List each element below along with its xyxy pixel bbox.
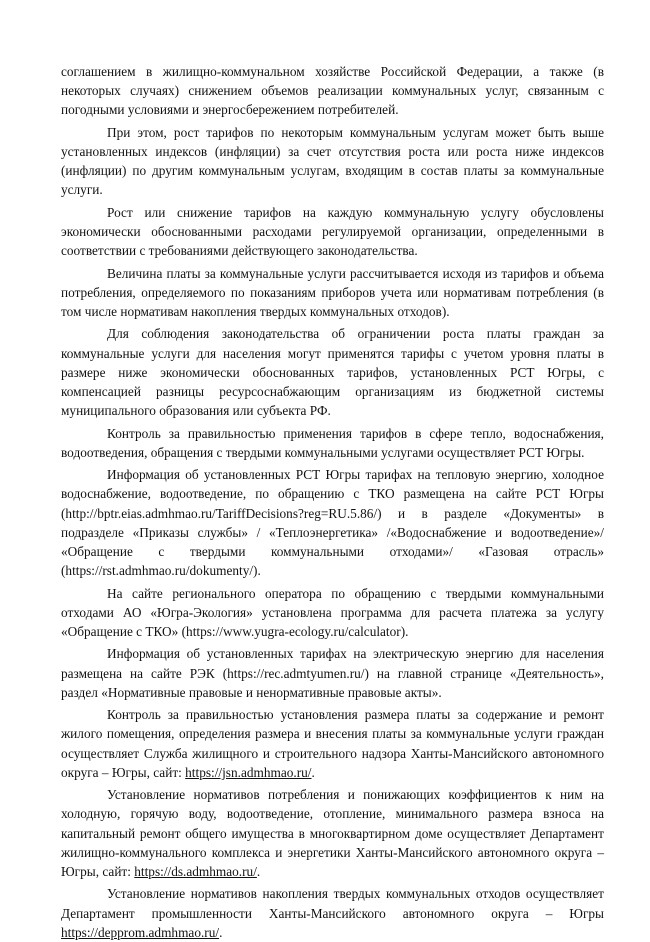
paragraph-6: Контроль за правильностью применения тарифов в сфере тепло, водоснабжения, водоотведения, обращения с твердыми коммунальными услугами осуществляет РСТ Югры. — [61, 425, 604, 460]
jsn-site-link[interactable]: https://jsn.admhmao.ru/ — [185, 764, 312, 780]
paragraph-5: Для соблюдения законодательства об ограничении роста платы граждан за коммунальные услуги для населения могут применятся тарифы с учетом уровня платы в размере ниже экономически обоснованных тарифов, установленных РСТ Югры, с компенсацией разницы ресурсоснабжающим организациям из бюджетной системы муниципального образования или субъекта РФ. — [61, 326, 604, 419]
paragraph-7: Информация об установленных РСТ Югры тарифах на тепловую энергию, холодное водоснабжение, водоотведение, по обращению с ТКО размещена на сайте РСТ Югры (http://bptr.eias.admhmao.ru/TariffDecisions?reg=RU.5.86/) и в разделе «Документы» в подразделе «Приказы службы» / «Теплоэнергетика» /«Водоснабжение и водоотведение»/ «Обращение с твердыми коммунальными отходами»/ «Газовая отрасль» (https://rst.admhmao.ru/dokumenty/). — [61, 467, 604, 579]
paragraph-3: Рост или снижение тарифов на каждую коммунальную услугу обусловлены экономически обоснованными расходами регулируемой организации, определенными в соответствии с требованиями действующего законодательства. — [61, 204, 604, 259]
paragraph-9: Информация об установленных тарифах на электрическую энергию для населения размещена на сайте РЭК (https://rec.admtyumen.ru/) на главной странице «Деятельность», раздел «Нормативные правовые и ненормативные правовые акты». — [61, 646, 604, 700]
paragraph-2: При этом, рост тарифов по некоторым коммунальным услугам может быть выше установленных индексов (инфляции) за счет отсутствия роста или роста ниже индексов (инфляции) по другим коммунальным услугам, входящим в состав платы за коммунальные услуги. — [61, 124, 604, 198]
paragraph-1: соглашением в жилищно-коммунальном хозяйстве Российской Федерации, а также (в некоторых случаях) снижением объемов реализации коммунальных услуг, связанным с погодными условиями и энергосбережением потребителей. — [61, 64, 604, 118]
paragraph-10: Контроль за правильностью установления размера платы за содержание и ремонт жилого помещения, определения размера и внесения платы за коммунальные услуги граждан осуществляет Служба жилищного и строительного надзора Ханты-Мансийского автономного округа – Югры, сайт: https://jsn.admhmao.ru/. — [61, 707, 604, 780]
paragraph-4: Величина платы за коммунальные услуги рассчитывается исходя из тарифов и объема потребления, определяемого по показаниям приборов учета или нормативам потребления (в том числе нормативам накопления твердых коммунальных отходов). — [61, 265, 604, 319]
ds-site-link[interactable]: https://ds.admhmao.ru/ — [134, 864, 257, 879]
paragraph-11: Установление нормативов потребления и понижающих коэффициентов к ним на холодную, горячую воду, водоотведение, отопление, минимального размера взноса на капитальный ремонт общего имущества в многоквартирном доме осуществляет Департамент жилищно-коммунального комплекса и энергетики Ханты-Мансийского автономного округа – Югры, сайт: https://ds.admhmao.ru/. — [61, 787, 604, 879]
depprom-site-link[interactable]: https://depprom.admhmao.ru/ — [61, 924, 220, 940]
paragraph-12: Установление нормативов накопления твердых коммунальных отходов осуществляет Департамент промышленности Ханты-Мансийского автономного округа – Югры https://depprom.admhmao.ru/. — [61, 886, 604, 940]
paragraph-8: На сайте регионального оператора по обращению с твердыми коммунальными отходами АО «Югра-Экология» установлена программа для расчета платежа за услугу «Обращение с ТКО» (https://www.yugra-ecology.ru/calculator). — [61, 585, 604, 639]
